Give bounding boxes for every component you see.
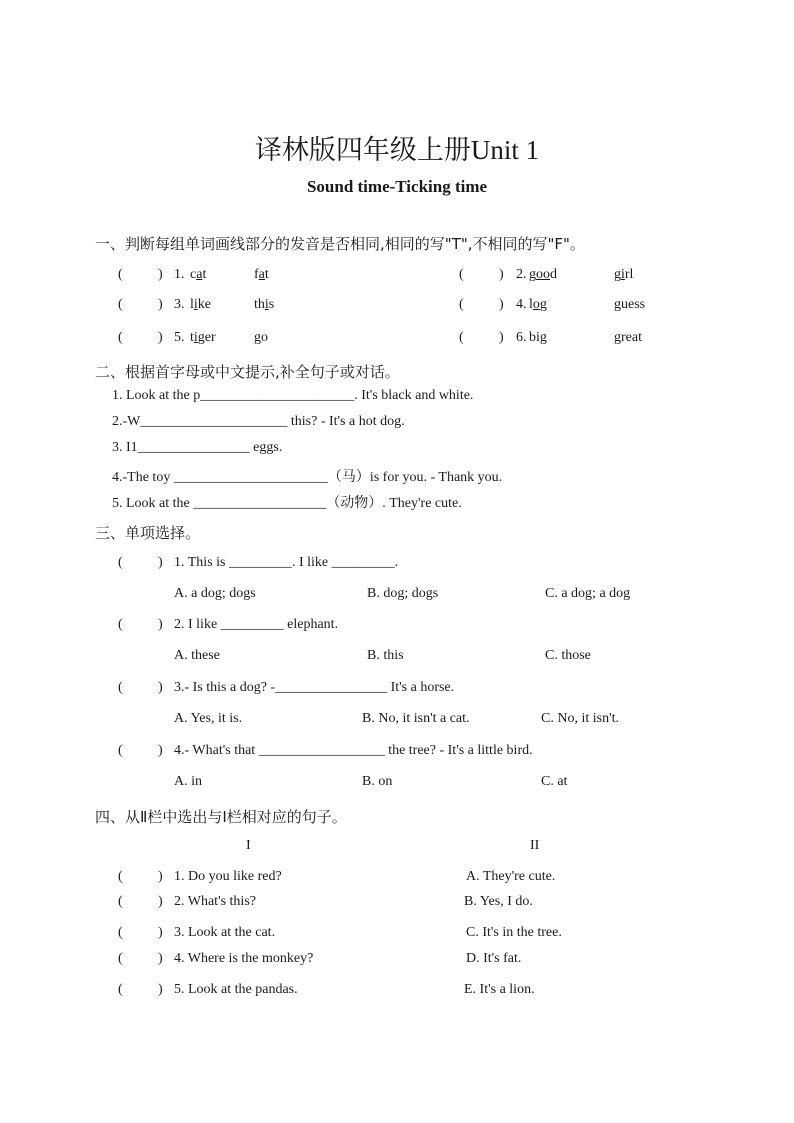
- option-c[interactable]: C. at: [541, 774, 568, 789]
- word-2: [614, 297, 645, 313]
- answer-bracket-open[interactable]: (: [459, 297, 464, 312]
- section1-heading: 一、判断每组单词画线部分的发音是否相同,相同的写"T",不相同的写"F"。: [95, 235, 585, 253]
- word-part: t: [202, 267, 207, 282]
- word-1: [190, 297, 211, 313]
- answer-bracket-close[interactable]: ): [158, 894, 163, 909]
- fill-line-2: 2.-W_____________________ this? - It's a hot dog.: [112, 414, 405, 429]
- underlined-letters: g: [614, 297, 621, 312]
- answer-bracket-close[interactable]: ): [158, 743, 163, 758]
- match-left-item: 4. Where is the monkey?: [174, 951, 314, 966]
- word-part: bi: [529, 330, 540, 345]
- match-left-item: 5. Look at the pandas.: [174, 982, 298, 997]
- item-number: 2.: [516, 267, 527, 282]
- word-part: t: [264, 267, 269, 282]
- underlined-letters: a: [258, 267, 265, 282]
- match-right-item: B. Yes, I do.: [464, 894, 533, 909]
- underlined-letters: g: [539, 330, 547, 345]
- word-part: reat: [621, 330, 642, 345]
- answer-bracket-open[interactable]: (: [459, 330, 464, 345]
- word-part: l: [190, 297, 194, 312]
- underlined-letters: i: [621, 267, 625, 282]
- item-number: 3.: [174, 297, 185, 312]
- answer-bracket-open[interactable]: (: [118, 951, 123, 966]
- word-part: o: [261, 330, 268, 345]
- answer-bracket-close[interactable]: ): [499, 267, 504, 282]
- answer-bracket-open[interactable]: (: [118, 869, 123, 884]
- underlined-letters: a: [196, 267, 203, 282]
- word-2: [254, 267, 269, 283]
- word-1: [190, 330, 216, 346]
- word-1: [529, 297, 547, 313]
- section3-heading: 三、单项选择。: [95, 524, 201, 542]
- match-left-item: 1. Do you like red?: [174, 869, 282, 884]
- word-part: g: [614, 267, 621, 282]
- column-2-header: II: [530, 838, 540, 853]
- option-b[interactable]: B. this: [367, 648, 404, 663]
- option-a[interactable]: A. these: [174, 648, 220, 663]
- match-right-item: C. It's in the tree.: [466, 925, 562, 940]
- answer-bracket-close[interactable]: ): [158, 925, 163, 940]
- answer-bracket-close[interactable]: ): [158, 617, 163, 632]
- word-part: uess: [621, 297, 646, 312]
- word-part: rl: [624, 267, 634, 282]
- answer-bracket-close[interactable]: ): [158, 267, 163, 282]
- item-number: 6.: [516, 330, 527, 345]
- option-c[interactable]: C. a dog; a dog: [545, 586, 631, 601]
- answer-bracket-open[interactable]: (: [118, 555, 123, 570]
- section2-heading: 二、根据首字母或中文提示,补全句子或对话。: [95, 363, 400, 381]
- answer-bracket-open[interactable]: (: [459, 267, 464, 282]
- word-2: [614, 267, 633, 283]
- match-right-item: E. It's a lion.: [464, 982, 535, 997]
- section4-heading: 四、从Ⅱ栏中选出与Ⅰ栏相对应的句子。: [95, 808, 347, 826]
- option-a[interactable]: A. Yes, it is.: [174, 711, 243, 726]
- answer-bracket-close[interactable]: ): [158, 297, 163, 312]
- item-number: 4.: [516, 297, 527, 312]
- answer-bracket-open[interactable]: (: [118, 925, 123, 940]
- answer-bracket-open[interactable]: (: [118, 330, 123, 345]
- answer-bracket-open[interactable]: (: [118, 743, 123, 758]
- option-a[interactable]: A. in: [174, 774, 202, 789]
- word-part: ger: [197, 330, 216, 345]
- option-b[interactable]: B. No, it isn't a cat.: [362, 711, 470, 726]
- word-2: [254, 297, 274, 313]
- option-c[interactable]: C. those: [545, 648, 591, 663]
- word-part: c: [190, 267, 197, 282]
- option-b[interactable]: B. on: [362, 774, 393, 789]
- underlined-letters: i: [264, 297, 269, 312]
- match-right-item: D. It's fat.: [466, 951, 522, 966]
- answer-bracket-open[interactable]: (: [118, 982, 123, 997]
- answer-bracket-open[interactable]: (: [118, 894, 123, 909]
- word-part: f: [254, 267, 259, 282]
- word-part: s: [268, 297, 275, 312]
- fill-line-1: 1. Look at the p______________________. It's black and white.: [112, 388, 474, 403]
- page-subtitle: Sound time-Ticking time: [306, 177, 488, 196]
- match-right-item: A. They're cute.: [466, 869, 556, 884]
- answer-bracket-close[interactable]: ): [158, 330, 163, 345]
- word-part: g: [529, 267, 536, 282]
- answer-bracket-close[interactable]: ): [158, 555, 163, 570]
- underlined-letters: o: [532, 297, 540, 312]
- question-text: 4.- What's that __________________ the tree? - It's a little bird.: [174, 743, 533, 758]
- option-c[interactable]: C. No, it isn't.: [541, 711, 619, 726]
- underlined-letters: g: [614, 330, 621, 345]
- word-part: l: [529, 297, 533, 312]
- option-b[interactable]: B. dog; dogs: [367, 586, 439, 601]
- answer-bracket-close[interactable]: ): [158, 680, 163, 695]
- option-a[interactable]: A. a dog; dogs: [174, 586, 256, 601]
- page-title: 译林版四年级上册Unit 1: [254, 135, 540, 165]
- word-2: [254, 330, 268, 346]
- answer-bracket-close[interactable]: ): [158, 869, 163, 884]
- question-text: 2. I like _________ elephant.: [174, 617, 339, 632]
- word-part: d: [550, 267, 557, 282]
- answer-bracket-close[interactable]: ): [158, 982, 163, 997]
- word-part: th: [254, 297, 265, 312]
- answer-bracket-open[interactable]: (: [118, 297, 123, 312]
- answer-bracket-close[interactable]: ): [499, 330, 504, 345]
- match-left-item: 2. What's this?: [174, 894, 256, 909]
- word-1: [529, 330, 547, 346]
- answer-bracket-open[interactable]: (: [118, 267, 123, 282]
- underlined-letters: g: [254, 330, 261, 345]
- column-1-header: I: [246, 838, 251, 853]
- fill-line-4: 4.-The toy ______________________（马）is for you. - Thank you.: [112, 470, 503, 485]
- underlined-letters: oo: [536, 267, 550, 282]
- answer-bracket-open[interactable]: (: [118, 617, 123, 632]
- word-part: t: [190, 330, 194, 345]
- underlined-letters: i: [193, 297, 198, 312]
- answer-bracket-close[interactable]: ): [499, 297, 504, 312]
- word-part: ke: [197, 297, 211, 312]
- question-text: 3.- Is this a dog? -________________ It's a horse.: [174, 680, 455, 695]
- underlined-letters: i: [193, 330, 198, 345]
- word-1: [190, 267, 206, 283]
- item-number: 5.: [174, 330, 185, 345]
- word-part: g: [539, 297, 547, 312]
- word-2: [614, 330, 642, 346]
- fill-line-5: 5. Look at the ___________________（动物）. They're cute.: [112, 496, 462, 511]
- word-1: [529, 267, 557, 283]
- fill-line-3: 3. I1________________ eggs.: [112, 440, 283, 455]
- item-number: 1.: [174, 267, 185, 282]
- answer-bracket-close[interactable]: ): [158, 951, 163, 966]
- question-text: 1. This is _________. I like _________.: [174, 555, 399, 570]
- answer-bracket-open[interactable]: (: [118, 680, 123, 695]
- match-left-item: 3. Look at the cat.: [174, 925, 276, 940]
